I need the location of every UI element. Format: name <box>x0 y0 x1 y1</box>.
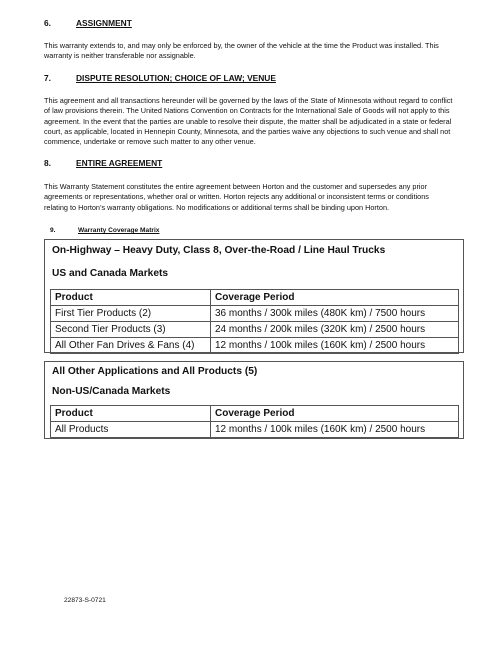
paragraph-line: relating to Horton’s warranty obligations. No modifications or additional terms shall be binding upon Horton. <box>44 202 390 212</box>
table-header-row <box>51 290 459 306</box>
table-header-row <box>51 406 459 422</box>
table-row <box>51 322 459 338</box>
coverage-cell: 24 months / 200k miles (320K km) / 2500 hours <box>211 322 459 338</box>
column-header-product: Product <box>51 290 211 306</box>
section-number: 9. <box>50 227 56 234</box>
coverage-cell: 36 months / 300k miles (480K km) / 7500 hours <box>211 306 459 322</box>
coverage-table <box>50 289 459 354</box>
coverage-cell: 12 months / 100k miles (160K km) / 2500 hours <box>211 338 459 354</box>
column-header-coverage: Coverage Period <box>211 290 459 306</box>
paragraph-line: court, as applicable, located in Hennepin County, Minnesota, and the parties waive any objections to such venue and shall not <box>44 126 451 136</box>
section-title: ASSIGNMENT <box>76 18 132 28</box>
section-title: ENTIRE AGREEMENT <box>76 158 163 168</box>
coverage-matrix-us-canada <box>44 239 464 353</box>
paragraph-line: of law provisions therein. The United Nations Convention on Contracts for the International Sale of Goods will not apply to this <box>44 106 450 116</box>
matrix-market: US and Canada Markets <box>52 268 169 279</box>
paragraph-line: commence, undertake or remove such matter to any other venue. <box>44 137 256 147</box>
column-header-coverage: Coverage Period <box>211 406 459 422</box>
coverage-table <box>50 405 459 438</box>
product-cell: Second Tier Products (3) <box>51 322 211 338</box>
paragraph-line: warranty is neither transferable nor assignable. <box>44 51 196 61</box>
product-cell: All Products <box>51 422 211 438</box>
matrix-heading: On-Highway – Heavy Duty, Class 8, Over-the-Road / Line Haul Trucks <box>52 245 386 256</box>
product-cell: First Tier Products (2) <box>51 306 211 322</box>
coverage-matrix-non-us-canada <box>44 361 464 439</box>
section-title: DISPUTE RESOLUTION; CHOICE OF LAW; VENUE <box>76 73 276 83</box>
paragraph-line: agreement. In the event that the parties are unable to resolve their dispute, the matter shall be adjudicated in a state or federal <box>44 116 452 126</box>
document-code: 22873-S-0721 <box>64 597 106 604</box>
coverage-cell: 12 months / 100k miles (160K km) / 2500 hours <box>211 422 459 438</box>
column-header-product: Product <box>51 406 211 422</box>
section-number: 7. <box>44 73 51 83</box>
table-row <box>51 422 459 438</box>
product-cell: All Other Fan Drives & Fans (4) <box>51 338 211 354</box>
section-number: 6. <box>44 18 51 28</box>
paragraph-line: This agreement and all transactions hereunder will be governed by the laws of the State of Minnesota without regard to conflict <box>44 96 453 105</box>
section-7-paragraph <box>44 96 464 147</box>
matrix-heading: All Other Applications and All Products (5) <box>52 366 258 377</box>
paragraph-line: This Warranty Statement constitutes the entire agreement between Horton and the customer and supersedes any prior <box>44 182 428 191</box>
table-row <box>51 306 459 322</box>
section-6-heading <box>44 18 132 28</box>
section-8-paragraph <box>44 182 464 213</box>
section-7-heading <box>44 73 276 83</box>
section-number: 8. <box>44 158 51 168</box>
table-row <box>51 338 459 354</box>
paragraph-line: agreements or representations, whether oral or written. Horton rejects any additional or inconsistent terms or conditions <box>44 192 429 202</box>
paragraph-line: This warranty extends to, and may only be enforced by, the owner of the vehicle at the time the Product was installed. This <box>44 41 439 50</box>
section-title: Warranty Coverage Matrix <box>78 227 160 234</box>
section-8-heading <box>44 158 162 168</box>
section-9-heading <box>50 227 159 234</box>
section-6-paragraph <box>44 41 464 62</box>
matrix-market: Non-US/Canada Markets <box>52 386 171 397</box>
